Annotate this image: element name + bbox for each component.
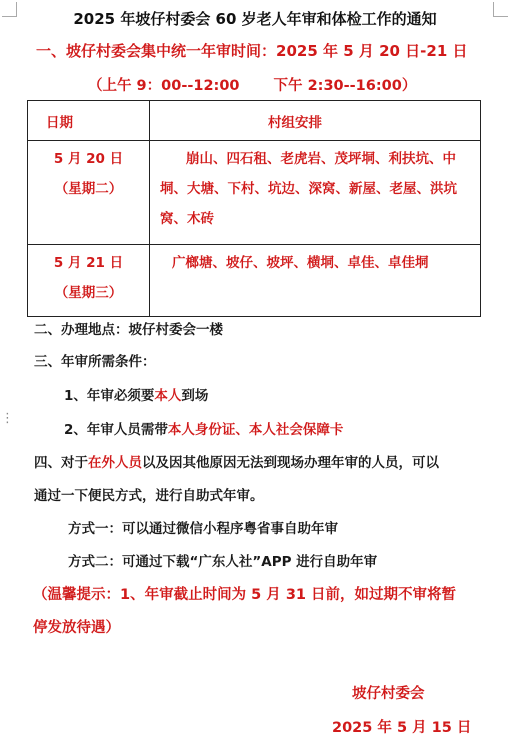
reminder-line2: 停发放待遇）	[33, 620, 120, 636]
table-row	[28, 245, 481, 317]
header-villages: 村组安排	[150, 101, 481, 141]
row-weekday: （星期二）	[54, 181, 123, 197]
row-villages: 崩山、四石租、老虎岩、茂坪垌、利扶坑、中垌、大塘、下村、坑边、深窝、新屋、老屋、洪坑窝、木砖	[160, 151, 457, 227]
row-date: 5 月 21 日	[53, 255, 124, 271]
section3-heading: 三、年审所需条件：	[34, 354, 156, 370]
signature-date: 2025 年 5 月 15 日	[332, 720, 472, 736]
item1-prefix: 1、年审必须要	[64, 388, 155, 404]
table-row	[28, 141, 481, 245]
method-two: 方式二：可通过下载“广东人社”APP 进行自助年审	[68, 554, 378, 570]
item1-highlight: 本人	[154, 388, 182, 404]
notice-title: 2025 年坡仔村委会 60 岁老人年审和体检工作的通知	[73, 10, 437, 28]
section4-highlight: 在外人员	[88, 455, 142, 471]
reminder-line1: （温馨提示：1、年审截止时间为 5 月 31 日前，如过期不审将暂	[33, 587, 457, 603]
section4-prefix: 四、对于	[34, 455, 88, 471]
section3-item1	[64, 384, 208, 404]
afternoon-time: 下午 2:30--16:00）	[273, 78, 417, 94]
section2-location: 二、办理地点：坡仔村委会一楼	[34, 322, 223, 338]
item1-suffix: 到场	[181, 388, 209, 404]
section4-line1	[34, 451, 439, 471]
method-one: 方式一：可以通过微信小程序粤省事自助年审	[68, 521, 338, 537]
section1-time	[88, 74, 416, 95]
item2-prefix: 2、年审人员需带	[64, 422, 168, 438]
section4-suffix: 以及因其他原因无法到现场办理年审的人员，可以	[142, 455, 439, 471]
table-header-row	[28, 101, 481, 141]
row-villages: 广榔塘、坡仔、坡坪、横垌、卓佳、卓佳垌	[172, 255, 429, 271]
header-date: 日期	[28, 101, 150, 141]
item2-highlight: 本人身份证、本人社会保障卡	[167, 422, 344, 438]
morning-time: （上午 9：00--12:00	[88, 78, 240, 94]
section3-item2	[64, 418, 343, 438]
schedule-table	[27, 100, 481, 317]
section1-heading: 一、坡仔村委会集中统一年审时间：2025 年 5 月 20 日-21 日	[36, 42, 468, 60]
drag-handle-icon[interactable]: ⋮	[1, 411, 14, 426]
row-date: 5 月 20 日	[53, 151, 124, 167]
row-weekday: （星期三）	[54, 285, 123, 301]
signature-org: 坡仔村委会	[352, 686, 425, 702]
villages-cell	[150, 245, 481, 317]
date-cell	[28, 245, 150, 317]
section4-line2: 通过一下便民方式，进行自助式年审。	[34, 488, 264, 504]
villages-cell	[150, 141, 481, 245]
date-cell	[28, 141, 150, 245]
